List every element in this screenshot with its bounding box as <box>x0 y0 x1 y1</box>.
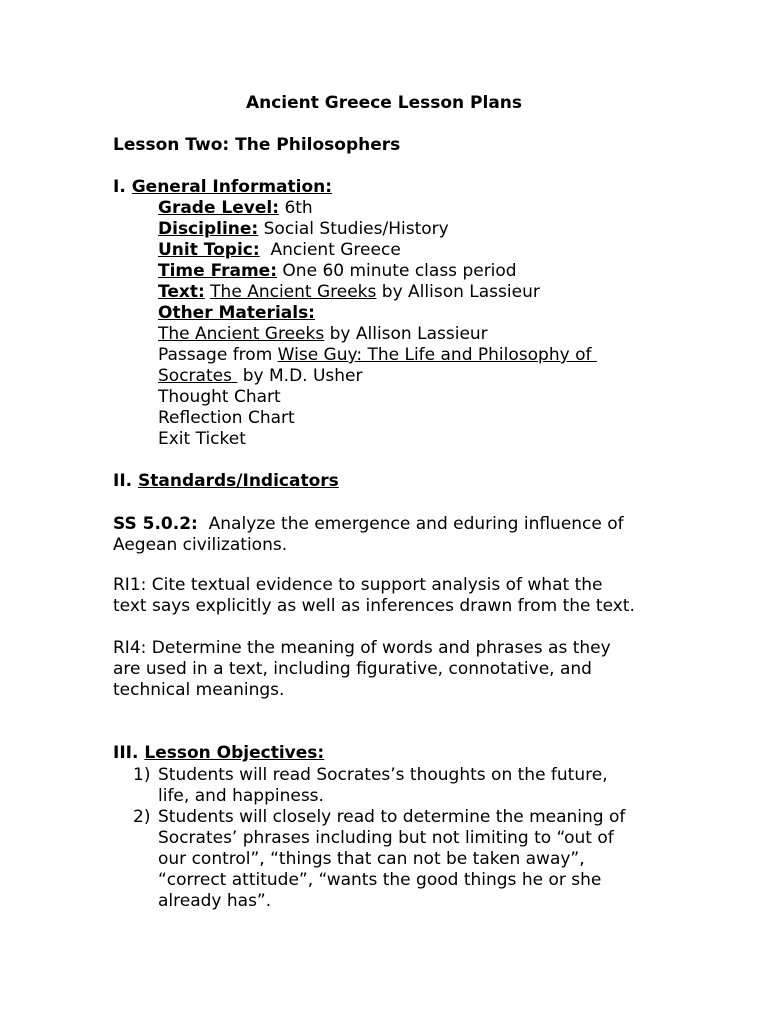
standard-ri4-line-3: technical meanings. <box>113 680 285 700</box>
section-3-numeral: III. <box>113 743 139 763</box>
lesson-heading: Lesson Two: The Philosophers <box>113 135 401 155</box>
material-1 <box>158 324 488 345</box>
section-1-title: General Information: <box>131 177 333 197</box>
objective-2-line-2: Socrates’ phrases including but not limiting to “out of <box>158 828 614 848</box>
unit-topic-label: Unit Topic: <box>158 240 260 260</box>
section-2-numeral: II. <box>113 471 133 491</box>
section-2-heading <box>113 471 339 492</box>
text-label: Text: <box>158 282 205 302</box>
unit-topic-row <box>158 240 401 261</box>
objective-2-line-4: “correct attitude”, “wants the good things he or she <box>158 870 602 890</box>
material-2-author: by M.D. Usher <box>242 366 363 386</box>
standard-ri1-line-2: text says explicitly as well as inferences drawn from the text. <box>113 596 635 616</box>
other-materials-label: Other Materials: <box>158 303 315 323</box>
objective-2-number: 2) <box>133 807 151 827</box>
material-2-prefix: Passage from <box>158 345 273 365</box>
time-frame-value: One 60 minute class period <box>282 261 517 281</box>
standard-ss-line-1 <box>113 514 624 535</box>
text-row <box>158 282 540 303</box>
objective-1-number: 1) <box>133 765 151 785</box>
objective-2-line-1: Students will closely read to determine the meaning of <box>158 807 626 827</box>
standard-ss-line-2: Aegean civilizations. <box>113 535 288 555</box>
objective-1-line-1: Students will read Socrates’s thoughts on the future, <box>158 765 608 785</box>
discipline-label: Discipline: <box>158 219 259 239</box>
section-3-heading <box>113 743 324 764</box>
text-title: The Ancient Greeks <box>210 282 377 302</box>
discipline-row <box>158 219 449 240</box>
material-2-line-1 <box>158 345 597 366</box>
document-title: Ancient Greece Lesson Plans <box>245 93 523 113</box>
grade-level-value: 6th <box>284 198 313 218</box>
material-3: Thought Chart <box>158 387 281 407</box>
grade-level-row <box>158 198 313 219</box>
time-frame-row <box>158 261 517 282</box>
standard-ri4-line-1: RI4: Determine the meaning of words and phrases as they <box>113 638 611 658</box>
objective-2-line-5: already has”. <box>158 891 272 911</box>
standard-ri4-line-2: are used in a text, including figurative, connotative, and <box>113 659 592 679</box>
section-3-title: Lesson Objectives: <box>144 743 325 763</box>
text-author: by Allison Lassieur <box>381 282 540 302</box>
standard-ri1-line-1: RI1: Cite textual evidence to support analysis of what the <box>113 575 603 595</box>
material-2-title-a: Wise Guy: The Life and Philosophy of <box>277 345 592 365</box>
objective-1-line-2: life, and happiness. <box>158 786 324 806</box>
material-5: Exit Ticket <box>158 429 246 449</box>
time-frame-label: Time Frame: <box>158 261 278 281</box>
section-1-heading <box>113 177 332 198</box>
material-2-title-b: Socrates <box>158 366 232 386</box>
standard-ss-text-1: Analyze the emergence and eduring influence of <box>208 514 624 534</box>
material-1-author: by Allison Lassieur <box>329 324 488 344</box>
section-2-title: Standards/Indicators <box>138 471 339 491</box>
material-4: Reflection Chart <box>158 408 295 428</box>
material-1-title: The Ancient Greeks <box>158 324 325 344</box>
discipline-value: Social Studies/History <box>263 219 449 239</box>
material-2-line-2 <box>158 366 363 387</box>
objective-2-line-3: our control”, “things that can not be taken away”, <box>158 849 585 869</box>
grade-level-label: Grade Level: <box>158 198 280 218</box>
section-1-numeral: I. <box>113 177 126 197</box>
standard-ss-code: SS 5.0.2: <box>113 514 198 534</box>
unit-topic-value: Ancient Greece <box>270 240 401 260</box>
